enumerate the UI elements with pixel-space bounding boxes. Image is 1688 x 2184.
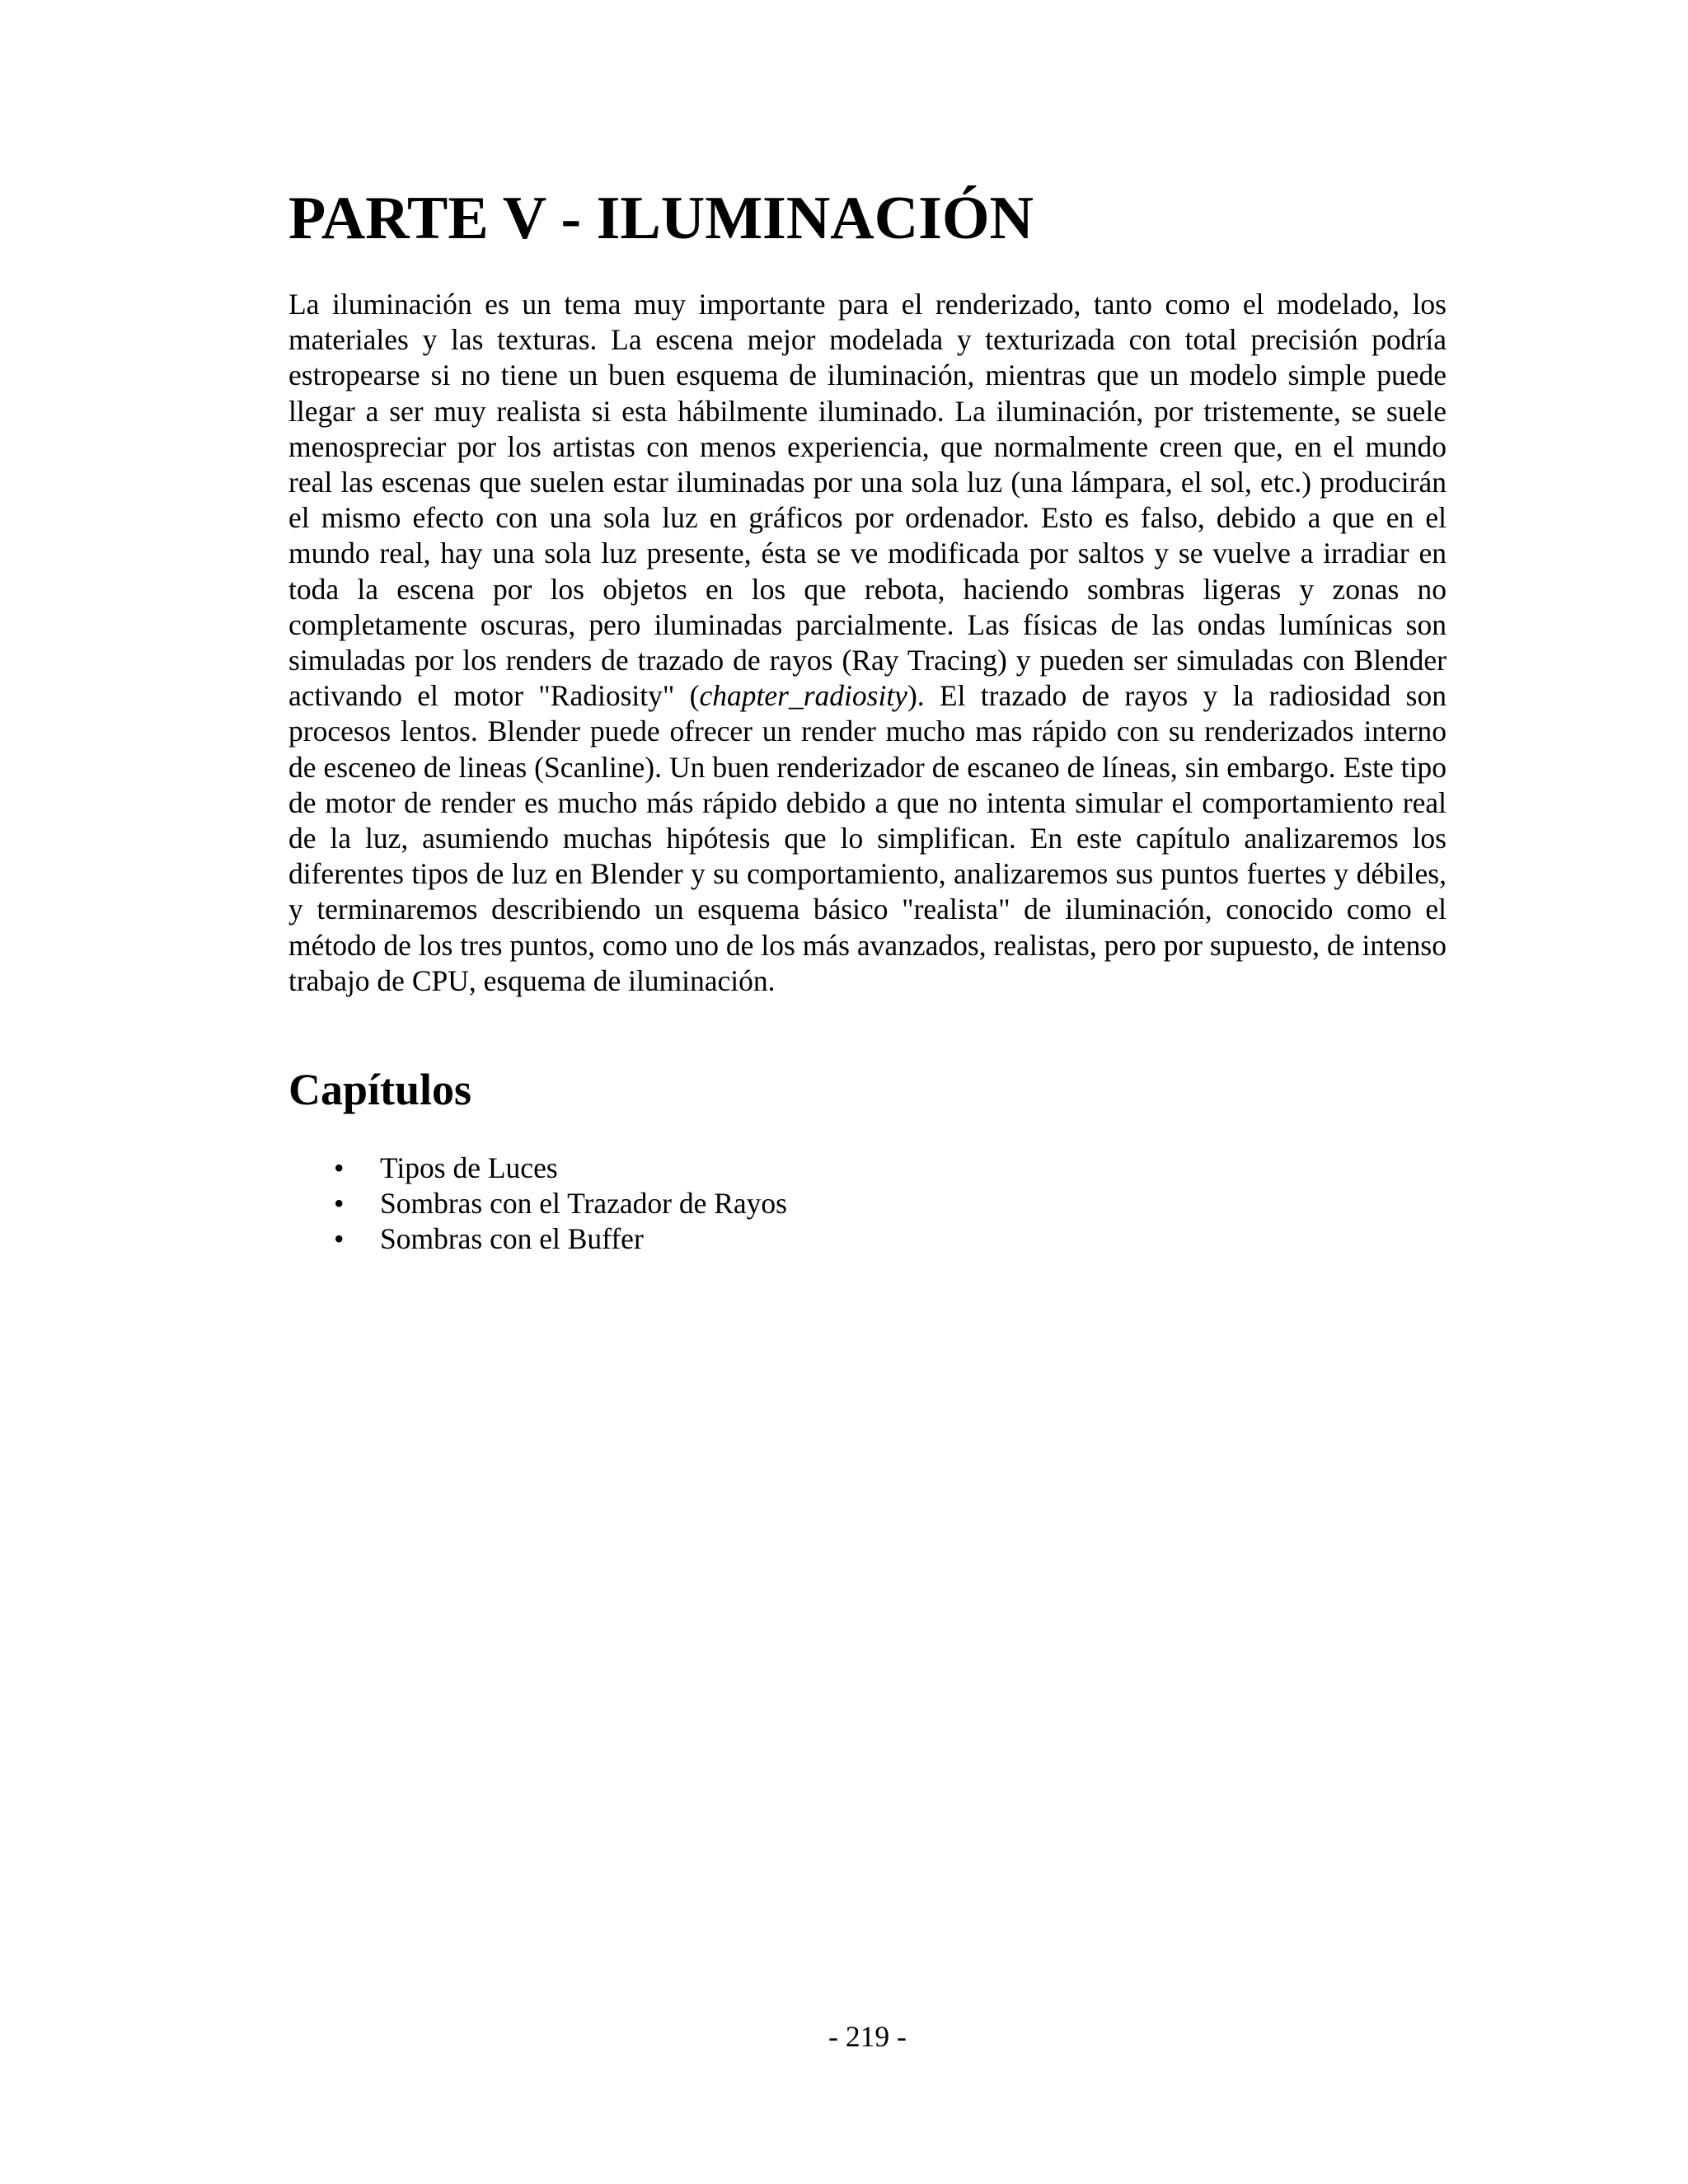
bullet-icon: • (334, 1151, 345, 1184)
intro-paragraph (288, 287, 1447, 999)
bullet-icon: • (334, 1222, 345, 1255)
chapters-heading: Capítulos (288, 1065, 472, 1114)
chapter-item-sombras-buffer (288, 1221, 787, 1257)
chapter-item-label: Sombras con el Trazador de Rayos (380, 1187, 787, 1220)
intro-text-part1: La iluminación es un tema muy importante para el renderizado, tanto como el modelado, los materiales y las texturas. La escena mejor modelada y texturizada con total precisión podría estropearse si no tiene un buen esquema de iluminación, mientras que un modelo simple puede llegar a ser muy realista si esta hábilmente iluminado. La iluminación, por tristemente, se suele menospreciar por los artistas con menos experiencia, que normalmente creen que, en el mundo real las escenas que suelen estar iluminadas por una sola luz (una lámpara, el sol, etc.) producirán el mismo efecto con una sola luz en gráficos por ordenador. Esto es falso, debido a que en el mundo real, hay una sola luz presente, ésta se ve modificada por saltos y se vuelve a irradiar en toda la escena por los objetos en los que rebota, haciendo sombras ligeras y zonas no completamente oscuras, pero iluminadas parcialmente. Las físicas de las ondas lumínicas son simuladas por los renders de trazado de rayos (Ray Tracing) y pueden ser simuladas con Blender activando el motor "Radiosity" ( (288, 288, 1447, 713)
part-title: PARTE V - ILUMINACIÓN (288, 185, 1034, 252)
page-number: - 219 - (828, 2020, 907, 2053)
bullet-icon: • (334, 1187, 345, 1220)
chapter-item-tipos-de-luces (288, 1151, 787, 1186)
document-page (288, 0, 1447, 2184)
chapter-list (288, 1151, 787, 1257)
intro-text-part2: ). El trazado de rayos y la radiosidad son procesos lentos. Blender puede ofrecer un render mucho mas rápido con su renderizados interno de esceneo de lineas (Scanline). Un buen renderizador de escaneo de líneas, sin embargo. Este tipo de motor de render es mucho más rápido debido a que no intenta simular el comportamiento real de la luz, asumiendo muchas hipótesis que lo simplifican. En este capítulo analizaremos los diferentes tipos de luz en Blender y su comportamiento, analizaremos sus puntos fuertes y débiles, y terminaremos describiendo un esquema básico "realista" de iluminación, conocido como el método de los tres puntos, como uno de los más avanzados, realistas, pero por supuesto, de intenso trabajo de CPU, esquema de iluminación. (288, 679, 1447, 997)
chapter-reference: chapter_radiosity (699, 679, 907, 713)
chapter-item-label: Tipos de Luces (380, 1151, 558, 1184)
chapter-item-sombras-trazador-rayos (288, 1186, 787, 1221)
chapter-item-label: Sombras con el Buffer (380, 1222, 644, 1255)
